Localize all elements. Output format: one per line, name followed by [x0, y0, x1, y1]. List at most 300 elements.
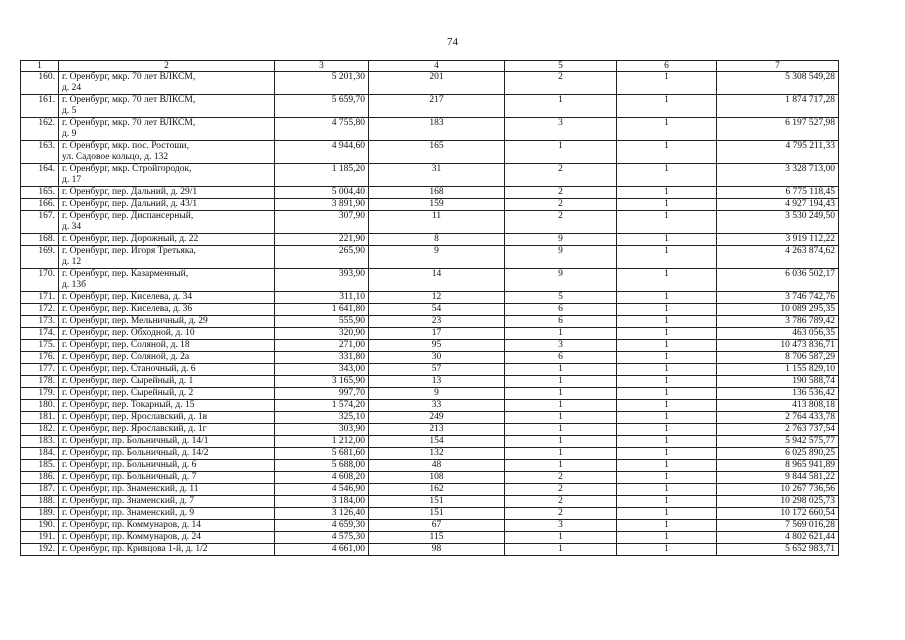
amount-cell: 4 263 874,62: [717, 246, 839, 269]
row-number-cell: 180.: [21, 400, 59, 412]
row-number-cell: 182.: [21, 424, 59, 436]
table-row: [21, 234, 839, 246]
area-cell: 997,70: [275, 388, 369, 400]
column-5-cell: 9: [505, 234, 617, 246]
address-cell: [59, 352, 275, 364]
area-cell: 303,90: [275, 424, 369, 436]
column-6-cell: 1: [617, 532, 717, 544]
column-5-cell: 2: [505, 508, 617, 520]
column-6-cell: 1: [617, 246, 717, 269]
address-line: г. Оренбург, пер. Казарменный,: [62, 269, 189, 279]
table-row: [21, 316, 839, 328]
address-cell: [59, 472, 275, 484]
table-row: [21, 496, 839, 508]
table-row: [21, 424, 839, 436]
address-cell: [59, 211, 275, 234]
column-header: 1: [21, 61, 59, 72]
area-cell: 4 944,60: [275, 141, 369, 164]
row-number-cell: 176.: [21, 352, 59, 364]
column-6-cell: 1: [617, 340, 717, 352]
column-6-cell: 1: [617, 304, 717, 316]
address-line: д. 13б: [62, 280, 86, 290]
amount-cell: 3 919 112,22: [717, 234, 839, 246]
row-number-cell: 161.: [21, 95, 59, 118]
column-6-cell: 1: [617, 520, 717, 532]
amount-cell: 463 056,35: [717, 328, 839, 340]
address-cell: [59, 118, 275, 141]
amount-cell: 10 298 025,73: [717, 496, 839, 508]
column-5-cell: 1: [505, 424, 617, 436]
address-cell: [59, 364, 275, 376]
amount-cell: 2 763 737,54: [717, 424, 839, 436]
table-row: [21, 304, 839, 316]
column-5-cell: 1: [505, 328, 617, 340]
row-number-cell: 179.: [21, 388, 59, 400]
row-number-cell: 160.: [21, 72, 59, 95]
column-6-cell: 1: [617, 400, 717, 412]
amount-cell: 4 927 194,43: [717, 199, 839, 211]
amount-cell: 7 569 016,28: [717, 520, 839, 532]
column-4-cell: 95: [369, 340, 505, 352]
column-5-cell: 2: [505, 187, 617, 199]
column-6-cell: 1: [617, 364, 717, 376]
area-cell: 5 688,00: [275, 460, 369, 472]
column-5-cell: 3: [505, 340, 617, 352]
column-4-cell: 9: [369, 388, 505, 400]
column-5-cell: 1: [505, 544, 617, 556]
table-row: [21, 72, 839, 95]
row-number-cell: 170.: [21, 269, 59, 292]
address-cell: [59, 187, 275, 199]
table-row: [21, 544, 839, 556]
table-row: [21, 211, 839, 234]
row-number-cell: 167.: [21, 211, 59, 234]
address-line: г. Оренбург, пер. Диспансерный,: [62, 211, 194, 221]
table-row: [21, 508, 839, 520]
column-4-cell: 213: [369, 424, 505, 436]
area-cell: 311,10: [275, 292, 369, 304]
row-number-cell: 184.: [21, 448, 59, 460]
column-4-cell: 12: [369, 292, 505, 304]
area-cell: 265,90: [275, 246, 369, 269]
address-cell: [59, 496, 275, 508]
column-5-cell: 2: [505, 72, 617, 95]
column-4-cell: 98: [369, 544, 505, 556]
table-row: [21, 436, 839, 448]
address-cell: [59, 424, 275, 436]
table-row: [21, 95, 839, 118]
address-line: г. Оренбург, пер. Ярославский, д. 1в: [62, 412, 208, 422]
row-number-cell: 192.: [21, 544, 59, 556]
amount-cell: 8 706 587,29: [717, 352, 839, 364]
column-6-cell: 1: [617, 508, 717, 520]
amount-cell: 1 874 717,28: [717, 95, 839, 118]
column-5-cell: 2: [505, 472, 617, 484]
column-header: 2: [59, 61, 275, 72]
column-4-cell: 23: [369, 316, 505, 328]
row-number-cell: 166.: [21, 199, 59, 211]
table-row: [21, 400, 839, 412]
area-cell: 1 212,00: [275, 436, 369, 448]
address-line: г. Оренбург, пер. Дальний, д. 29/1: [62, 187, 198, 197]
address-line: г. Оренбург, пер. Ярославский, д. 1г: [62, 424, 207, 434]
column-6-cell: 1: [617, 328, 717, 340]
column-5-cell: 1: [505, 400, 617, 412]
amount-cell: 9 844 581,22: [717, 472, 839, 484]
amount-cell: 8 965 941,89: [717, 460, 839, 472]
address-cell: [59, 316, 275, 328]
column-5-cell: 1: [505, 460, 617, 472]
column-header: 6: [617, 61, 717, 72]
row-number-cell: 164.: [21, 164, 59, 187]
column-4-cell: 54: [369, 304, 505, 316]
column-5-cell: 6: [505, 304, 617, 316]
column-6-cell: 1: [617, 199, 717, 211]
column-5-cell: 6: [505, 316, 617, 328]
amount-cell: 1 155 829,10: [717, 364, 839, 376]
area-cell: 4 755,80: [275, 118, 369, 141]
housing-table: [20, 60, 839, 556]
column-4-cell: 201: [369, 72, 505, 95]
table-row: [21, 460, 839, 472]
address-line: г. Оренбург, пр. Больничный, д. 14/1: [62, 436, 209, 446]
column-6-cell: 1: [617, 448, 717, 460]
column-5-cell: 1: [505, 412, 617, 424]
column-header: 3: [275, 61, 369, 72]
column-4-cell: 151: [369, 508, 505, 520]
amount-cell: 6 197 527,98: [717, 118, 839, 141]
amount-cell: 10 089 295,35: [717, 304, 839, 316]
row-number-cell: 187.: [21, 484, 59, 496]
column-4-cell: 159: [369, 199, 505, 211]
row-number-cell: 165.: [21, 187, 59, 199]
column-5-cell: 2: [505, 199, 617, 211]
row-number-cell: 186.: [21, 472, 59, 484]
table-row: [21, 328, 839, 340]
address-cell: [59, 234, 275, 246]
address-line: г. Оренбург, пер. Соляной, д. 18: [62, 340, 190, 350]
column-4-cell: 14: [369, 269, 505, 292]
amount-cell: 190 588,74: [717, 376, 839, 388]
address-line: г. Оренбург, пер. Киселева, д. 34: [62, 292, 193, 302]
address-line: г. Оренбург, мкр. пос. Ростоши,: [62, 141, 189, 151]
amount-cell: 2 764 433,78: [717, 412, 839, 424]
column-6-cell: 1: [617, 472, 717, 484]
address-line: г. Оренбург, пр. Больничный, д. 6: [62, 460, 197, 470]
address-cell: [59, 520, 275, 532]
column-6-cell: 1: [617, 496, 717, 508]
column-5-cell: 9: [505, 269, 617, 292]
column-4-cell: 48: [369, 460, 505, 472]
column-4-cell: 151: [369, 496, 505, 508]
area-cell: 393,90: [275, 269, 369, 292]
column-4-cell: 13: [369, 376, 505, 388]
address-cell: [59, 340, 275, 352]
column-header: 7: [717, 61, 839, 72]
area-cell: 555,90: [275, 316, 369, 328]
address-line: г. Оренбург, пр. Знаменский, д. 11: [62, 484, 199, 494]
amount-cell: 413 808,18: [717, 400, 839, 412]
area-cell: 325,10: [275, 412, 369, 424]
column-6-cell: 1: [617, 211, 717, 234]
area-cell: 4 546,90: [275, 484, 369, 496]
row-number-cell: 163.: [21, 141, 59, 164]
column-5-cell: 2: [505, 484, 617, 496]
table-row: [21, 340, 839, 352]
area-cell: 5 659,70: [275, 95, 369, 118]
area-cell: 4 608,20: [275, 472, 369, 484]
column-6-cell: 1: [617, 352, 717, 364]
column-5-cell: 3: [505, 118, 617, 141]
amount-cell: 5 652 983,71: [717, 544, 839, 556]
column-4-cell: 17: [369, 328, 505, 340]
amount-cell: 10 473 836,71: [717, 340, 839, 352]
table-row: [21, 269, 839, 292]
column-6-cell: 1: [617, 72, 717, 95]
address-cell: [59, 460, 275, 472]
area-cell: 331,80: [275, 352, 369, 364]
address-cell: [59, 199, 275, 211]
amount-cell: 6 025 890,25: [717, 448, 839, 460]
address-line: г. Оренбург, пер. Обходной, д. 10: [62, 328, 195, 338]
amount-cell: 3 328 713,00: [717, 164, 839, 187]
column-6-cell: 1: [617, 187, 717, 199]
table-row: [21, 246, 839, 269]
column-header: 5: [505, 61, 617, 72]
column-6-cell: 1: [617, 118, 717, 141]
column-4-cell: 132: [369, 448, 505, 460]
column-6-cell: 1: [617, 269, 717, 292]
table-row: [21, 532, 839, 544]
header-row: [21, 61, 839, 72]
address-line: д. 5: [62, 106, 77, 116]
column-5-cell: 9: [505, 246, 617, 269]
address-line: г. Оренбург, пер. Станочный, д. 6: [62, 364, 196, 374]
address-line: д. 12: [62, 257, 82, 267]
table-row: [21, 352, 839, 364]
table-row: [21, 164, 839, 187]
area-cell: 5 004,40: [275, 187, 369, 199]
amount-cell: 4 795 211,33: [717, 141, 839, 164]
table-row: [21, 484, 839, 496]
address-line: г. Оренбург, пер. Сырейный, д. 2: [62, 388, 194, 398]
area-cell: 1 574,20: [275, 400, 369, 412]
area-cell: 271,00: [275, 340, 369, 352]
amount-cell: 10 267 736,56: [717, 484, 839, 496]
column-4-cell: 154: [369, 436, 505, 448]
column-5-cell: 1: [505, 436, 617, 448]
column-6-cell: 1: [617, 412, 717, 424]
address-line: д. 9: [62, 129, 77, 139]
table-row: [21, 292, 839, 304]
table-row: [21, 187, 839, 199]
column-5-cell: 2: [505, 496, 617, 508]
amount-cell: 6 036 502,17: [717, 269, 839, 292]
table-row: [21, 364, 839, 376]
area-cell: 221,90: [275, 234, 369, 246]
amount-cell: 3 786 789,42: [717, 316, 839, 328]
address-line: г. Оренбург, пер. Киселева, д. 36: [62, 304, 193, 314]
column-5-cell: 2: [505, 211, 617, 234]
table-body: [21, 72, 839, 556]
address-cell: [59, 484, 275, 496]
area-cell: 3 891,90: [275, 199, 369, 211]
address-line: г. Оренбург, пер. Сырейный, д. 1: [62, 376, 194, 386]
address-line: г. Оренбург, пр. Кривцова 1-й, д. 1/2: [62, 544, 208, 554]
column-4-cell: 30: [369, 352, 505, 364]
address-cell: [59, 269, 275, 292]
column-6-cell: 1: [617, 460, 717, 472]
table-row: [21, 199, 839, 211]
amount-cell: 10 172 660,54: [717, 508, 839, 520]
address-line: г. Оренбург, пер. Соляной, д. 2а: [62, 352, 190, 362]
address-line: д. 24: [62, 83, 82, 93]
address-line: г. Оренбург, пер. Токарный, д. 15: [62, 400, 195, 410]
table-row: [21, 472, 839, 484]
page-number: 74: [447, 36, 458, 48]
column-4-cell: 168: [369, 187, 505, 199]
column-4-cell: 31: [369, 164, 505, 187]
row-number-cell: 185.: [21, 460, 59, 472]
column-5-cell: 1: [505, 448, 617, 460]
column-6-cell: 1: [617, 234, 717, 246]
address-line: г. Оренбург, пер. Игоря Третьяка,: [62, 246, 196, 256]
column-6-cell: 1: [617, 544, 717, 556]
column-6-cell: 1: [617, 424, 717, 436]
address-cell: [59, 508, 275, 520]
area-cell: 3 184,00: [275, 496, 369, 508]
column-5-cell: 5: [505, 292, 617, 304]
column-4-cell: 67: [369, 520, 505, 532]
row-number-cell: 174.: [21, 328, 59, 340]
column-4-cell: 165: [369, 141, 505, 164]
column-6-cell: 1: [617, 388, 717, 400]
row-number-cell: 175.: [21, 340, 59, 352]
address-line: г. Оренбург, мкр. Стройгородок,: [62, 164, 192, 174]
address-cell: [59, 400, 275, 412]
address-line: д. 34: [62, 222, 82, 232]
table-row: [21, 376, 839, 388]
address-cell: [59, 436, 275, 448]
column-5-cell: 1: [505, 95, 617, 118]
area-cell: 5 681,60: [275, 448, 369, 460]
row-number-cell: 162.: [21, 118, 59, 141]
address-cell: [59, 164, 275, 187]
column-6-cell: 1: [617, 436, 717, 448]
address-cell: [59, 304, 275, 316]
address-cell: [59, 141, 275, 164]
address-line: г. Оренбург, пр. Знаменский, д. 9: [62, 508, 195, 518]
column-header: 4: [369, 61, 505, 72]
column-4-cell: 9: [369, 246, 505, 269]
amount-cell: 136 536,42: [717, 388, 839, 400]
amount-cell: 5 942 575,77: [717, 436, 839, 448]
area-cell: 307,90: [275, 211, 369, 234]
row-number-cell: 171.: [21, 292, 59, 304]
column-5-cell: 2: [505, 164, 617, 187]
area-cell: 3 126,40: [275, 508, 369, 520]
row-number-cell: 188.: [21, 496, 59, 508]
address-line: г. Оренбург, пр. Коммунаров, д. 14: [62, 520, 201, 530]
address-line: ул. Садовое кольцо, д. 132: [62, 152, 169, 162]
table-row: [21, 520, 839, 532]
row-number-cell: 168.: [21, 234, 59, 246]
column-6-cell: 1: [617, 292, 717, 304]
address-line: д. 17: [62, 175, 82, 185]
column-4-cell: 217: [369, 95, 505, 118]
column-5-cell: 6: [505, 352, 617, 364]
row-number-cell: 183.: [21, 436, 59, 448]
column-6-cell: 1: [617, 95, 717, 118]
row-number-cell: 177.: [21, 364, 59, 376]
amount-cell: 5 308 549,28: [717, 72, 839, 95]
address-cell: [59, 544, 275, 556]
column-5-cell: 1: [505, 141, 617, 164]
address-cell: [59, 532, 275, 544]
address-line: г. Оренбург, пер. Дорожный, д. 22: [62, 234, 199, 244]
address-line: г. Оренбург, пер. Дальний, д. 43/1: [62, 199, 198, 209]
address-cell: [59, 72, 275, 95]
table-row: [21, 388, 839, 400]
column-4-cell: 57: [369, 364, 505, 376]
address-cell: [59, 328, 275, 340]
column-6-cell: 1: [617, 376, 717, 388]
row-number-cell: 190.: [21, 520, 59, 532]
area-cell: 320,90: [275, 328, 369, 340]
area-cell: 3 165,90: [275, 376, 369, 388]
amount-cell: 4 802 621,44: [717, 532, 839, 544]
row-number-cell: 191.: [21, 532, 59, 544]
area-cell: 5 201,30: [275, 72, 369, 95]
column-4-cell: 33: [369, 400, 505, 412]
address-line: г. Оренбург, мкр. 70 лет ВЛКСМ,: [62, 118, 196, 128]
column-4-cell: 115: [369, 532, 505, 544]
amount-cell: 3 746 742,76: [717, 292, 839, 304]
address-line: г. Оренбург, пер. Мельничный, д. 29: [62, 316, 208, 326]
amount-cell: 3 530 249,50: [717, 211, 839, 234]
table-row: [21, 412, 839, 424]
address-cell: [59, 412, 275, 424]
address-cell: [59, 292, 275, 304]
column-5-cell: 1: [505, 532, 617, 544]
address-cell: [59, 95, 275, 118]
table-row: [21, 141, 839, 164]
area-cell: 4 659,30: [275, 520, 369, 532]
column-4-cell: 11: [369, 211, 505, 234]
address-line: г. Оренбург, мкр. 70 лет ВЛКСМ,: [62, 95, 196, 105]
row-number-cell: 172.: [21, 304, 59, 316]
area-cell: 4 575,30: [275, 532, 369, 544]
area-cell: 1 641,80: [275, 304, 369, 316]
column-6-cell: 1: [617, 484, 717, 496]
address-line: г. Оренбург, пр. Коммунаров, д. 24: [62, 532, 201, 542]
column-4-cell: 249: [369, 412, 505, 424]
column-5-cell: 1: [505, 364, 617, 376]
column-4-cell: 108: [369, 472, 505, 484]
row-number-cell: 173.: [21, 316, 59, 328]
address-line: г. Оренбург, пр. Больничный, д. 7: [62, 472, 197, 482]
table-row: [21, 448, 839, 460]
column-4-cell: 162: [369, 484, 505, 496]
address-cell: [59, 246, 275, 269]
area-cell: 4 661,00: [275, 544, 369, 556]
column-6-cell: 1: [617, 141, 717, 164]
table-row: [21, 118, 839, 141]
address-cell: [59, 388, 275, 400]
address-cell: [59, 376, 275, 388]
row-number-cell: 178.: [21, 376, 59, 388]
row-number-cell: 169.: [21, 246, 59, 269]
